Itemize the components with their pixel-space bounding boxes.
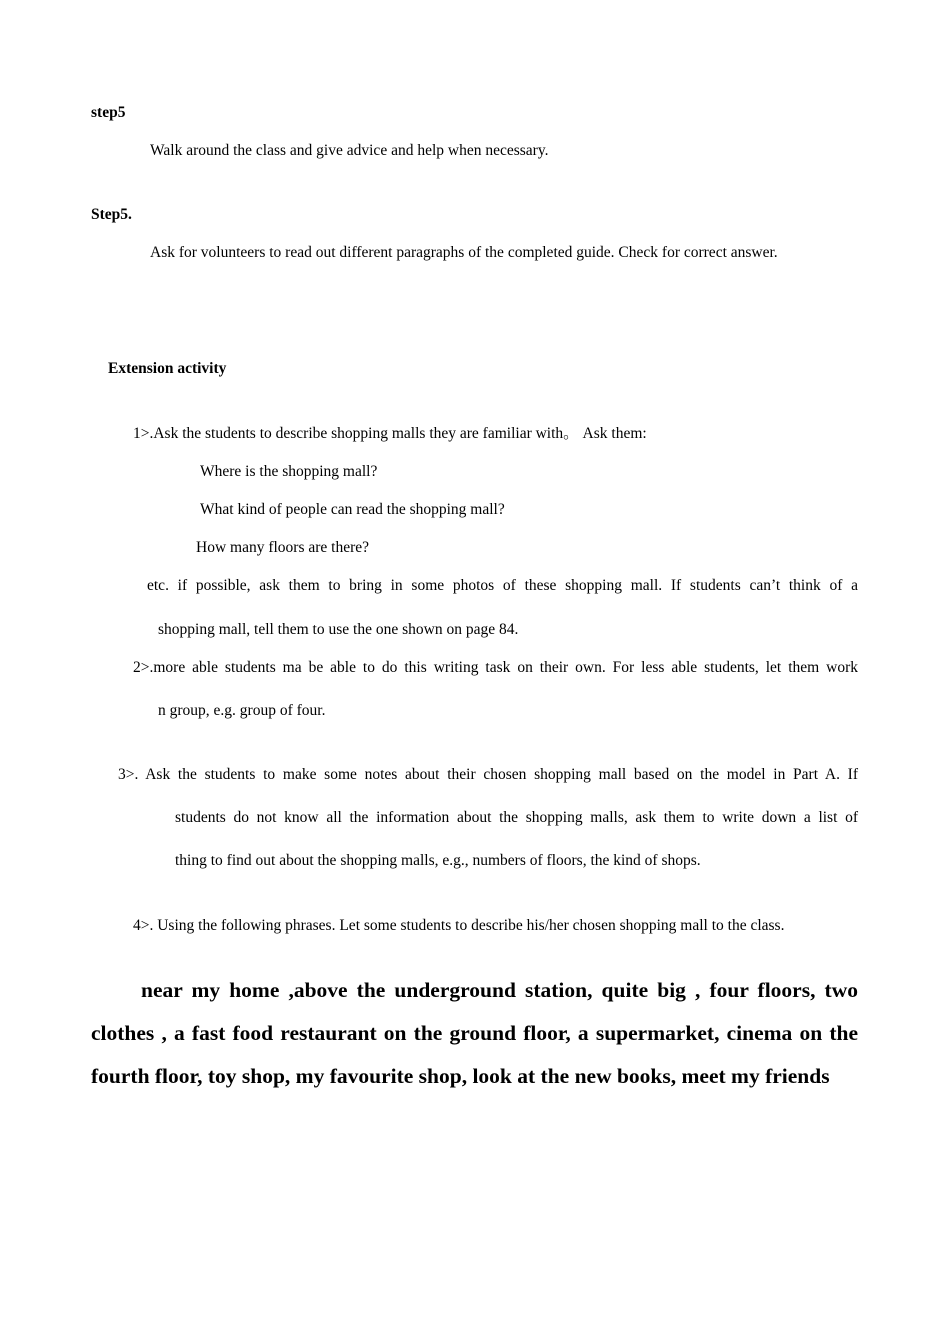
step5-heading: step5 bbox=[91, 104, 126, 121]
item1-question-2: What kind of people can read the shopping mall? bbox=[200, 501, 505, 518]
item1-etc-line-2: shopping mall, tell them to use the one shown on page 84. bbox=[158, 621, 519, 638]
item1-etc-line-1: etc. if possible, ask them to bring in some photos of these shopping mall. If students can’t think of a bbox=[147, 577, 858, 594]
step5-text: Walk around the class and give advice and help when necessary. bbox=[150, 142, 549, 159]
item4-text: 4>. Using the following phrases. Let some students to describe his/her chosen shopping mall to the class. bbox=[133, 917, 785, 934]
item1-intro: 1>.Ask the students to describe shopping malls they are familiar with。 Ask them: bbox=[133, 425, 647, 442]
phrases-paragraph: near my home ,above the underground station, quite big , four floors, two clothes , a fast food restaurant on the ground floor, a supermarket, cinema on the fourth floor, toy shop, my favourite shop, look at the new books, meet my friends bbox=[91, 978, 858, 1088]
step5b-heading: Step5. bbox=[91, 206, 132, 223]
item3-line-1: 3>. Ask the students to make some notes about their chosen shopping mall based on the model in Part A. If bbox=[118, 766, 858, 783]
item2-line-1: 2>.more able students ma be able to do this writing task on their own. For less able students, let them work bbox=[133, 659, 858, 676]
item3-line-3: thing to find out about the shopping malls, e.g., numbers of floors, the kind of shops. bbox=[175, 852, 701, 869]
item3-line-2: students do not know all the information about the shopping malls, ask them to write down a list of bbox=[175, 809, 858, 826]
item1-question-3: How many floors are there? bbox=[196, 539, 370, 556]
item1-question-1: Where is the shopping mall? bbox=[200, 463, 378, 480]
extension-heading: Extension activity bbox=[108, 360, 227, 377]
item2-line-2: n group, e.g. group of four. bbox=[158, 702, 326, 719]
step5b-text: Ask for volunteers to read out different paragraphs of the completed guide. Check for correct answer. bbox=[150, 244, 778, 261]
